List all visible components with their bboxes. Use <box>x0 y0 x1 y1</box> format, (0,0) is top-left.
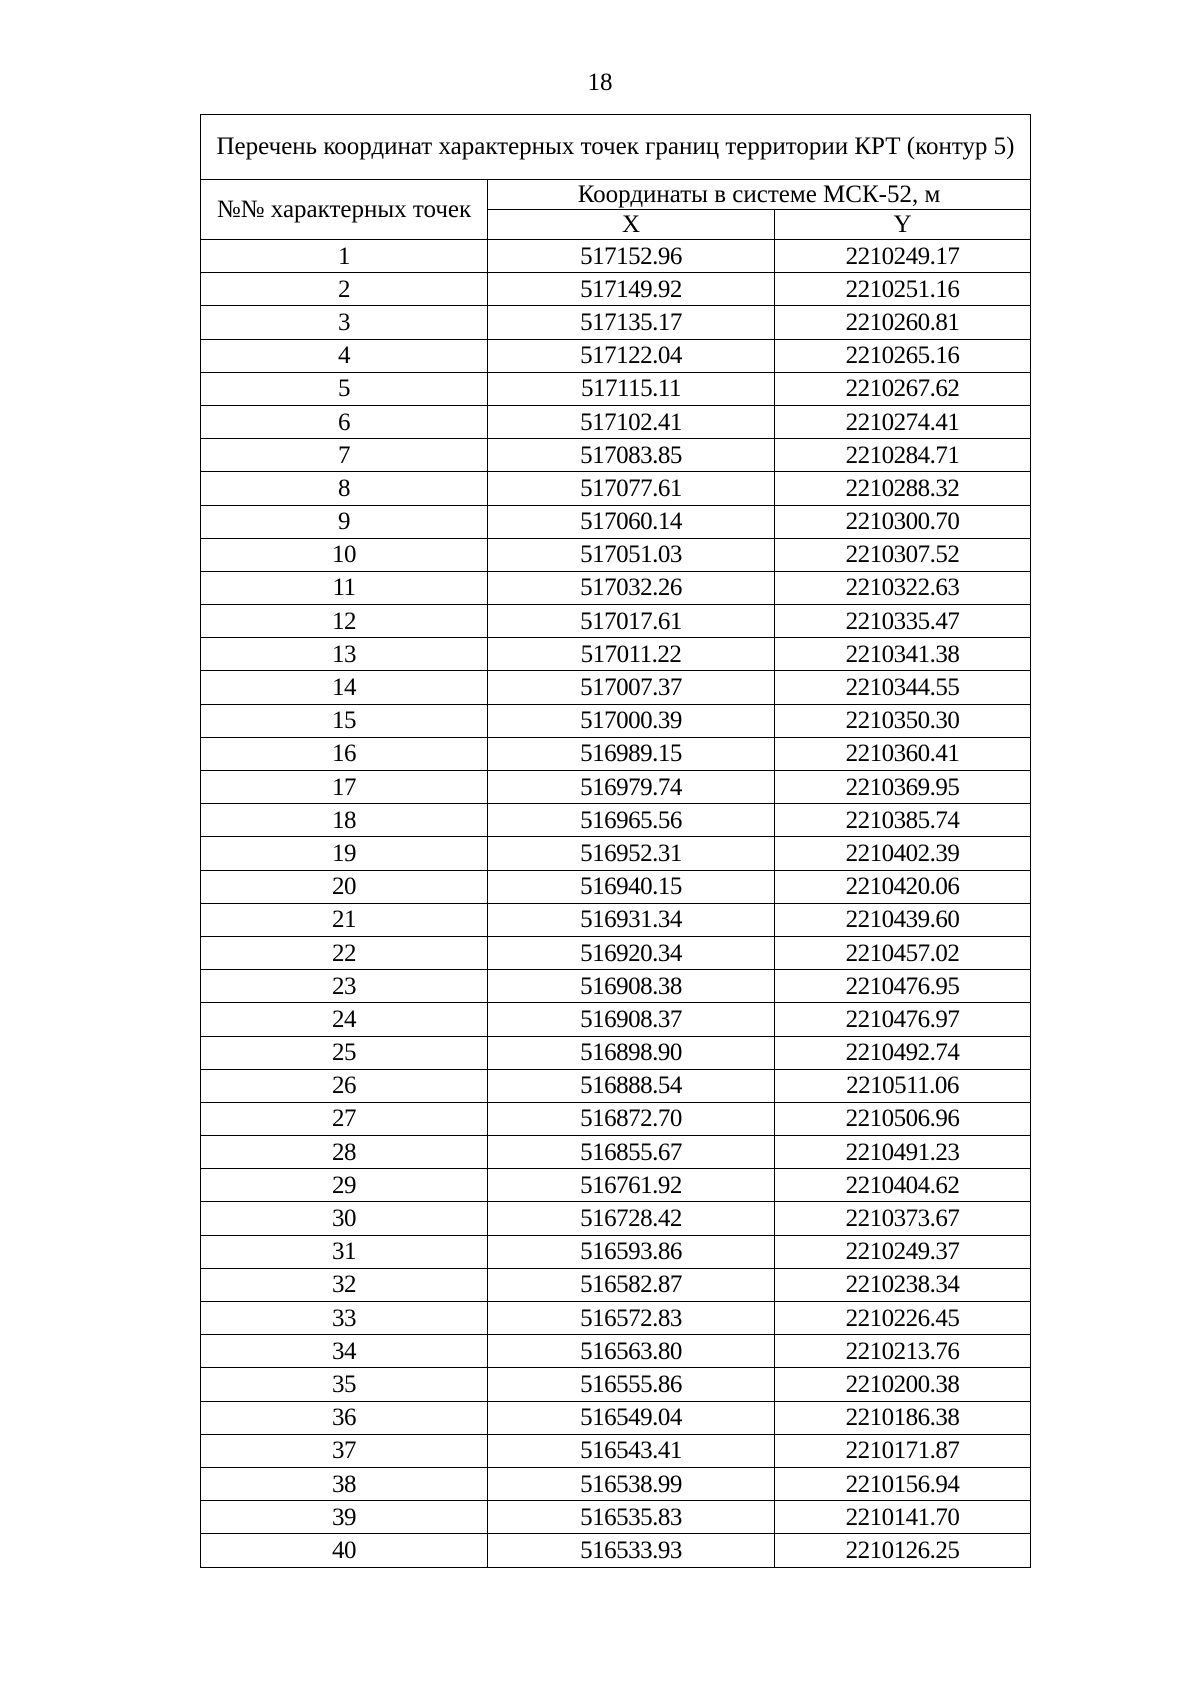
x-coordinate-cell: 517077.61 <box>488 472 775 505</box>
table-row <box>201 1069 1031 1102</box>
table-row <box>201 1501 1031 1534</box>
point-number-cell: 7 <box>201 439 488 472</box>
point-number-cell: 8 <box>201 472 488 505</box>
y-coordinate-cell: 2210476.97 <box>775 1003 1031 1036</box>
table-row <box>201 1302 1031 1335</box>
x-coordinate-cell: 517135.17 <box>488 306 775 339</box>
y-coordinate-cell: 2210274.41 <box>775 405 1031 438</box>
point-number-cell: 2 <box>201 273 488 306</box>
point-number-cell: 36 <box>201 1401 488 1434</box>
y-coordinate-cell: 2210404.62 <box>775 1169 1031 1202</box>
table-row <box>201 505 1031 538</box>
point-number-cell: 21 <box>201 903 488 936</box>
y-coordinate-cell: 2210492.74 <box>775 1036 1031 1069</box>
x-coordinate-cell: 517149.92 <box>488 273 775 306</box>
table-row <box>201 472 1031 505</box>
x-coordinate-cell: 516940.15 <box>488 870 775 903</box>
y-coordinate-cell: 2210260.81 <box>775 306 1031 339</box>
y-coordinate-cell: 2210322.63 <box>775 571 1031 604</box>
table-row <box>201 1335 1031 1368</box>
x-coordinate-cell: 517102.41 <box>488 405 775 438</box>
table-caption: Перечень координат характерных точек границ территории КРТ (контур 5) <box>201 115 1031 180</box>
x-coordinate-cell: 517017.61 <box>488 605 775 638</box>
y-coordinate-cell: 2210344.55 <box>775 671 1031 704</box>
coordinates-table-body <box>201 115 1031 1568</box>
table-row <box>201 837 1031 870</box>
table-row <box>201 538 1031 571</box>
y-coordinate-cell: 2210226.45 <box>775 1302 1031 1335</box>
y-coordinate-cell: 2210307.52 <box>775 538 1031 571</box>
point-number-cell: 28 <box>201 1136 488 1169</box>
table-row <box>201 1003 1031 1036</box>
point-number-cell: 17 <box>201 771 488 804</box>
point-number-header: №№ характерных точек <box>201 180 488 240</box>
point-number-cell: 14 <box>201 671 488 704</box>
point-number-cell: 6 <box>201 405 488 438</box>
caption-row <box>201 115 1031 180</box>
y-coordinate-cell: 2210300.70 <box>775 505 1031 538</box>
point-number-cell: 33 <box>201 1302 488 1335</box>
table-row <box>201 1434 1031 1467</box>
y-coordinate-cell: 2210341.38 <box>775 638 1031 671</box>
point-number-cell: 37 <box>201 1434 488 1467</box>
y-coordinate-cell: 2210350.30 <box>775 704 1031 737</box>
x-coordinate-cell: 516535.83 <box>488 1501 775 1534</box>
table-row <box>201 1401 1031 1434</box>
table-row <box>201 1102 1031 1135</box>
y-coordinate-cell: 2210288.32 <box>775 472 1031 505</box>
y-coordinate-cell: 2210126.25 <box>775 1534 1031 1567</box>
x-coordinate-cell: 516979.74 <box>488 771 775 804</box>
table-row <box>201 306 1031 339</box>
x-coordinate-cell: 516898.90 <box>488 1036 775 1069</box>
y-coordinate-cell: 2210171.87 <box>775 1434 1031 1467</box>
point-number-cell: 15 <box>201 704 488 737</box>
x-coordinate-cell: 516572.83 <box>488 1302 775 1335</box>
point-number-cell: 22 <box>201 936 488 969</box>
y-coordinate-cell: 2210491.23 <box>775 1136 1031 1169</box>
table-row <box>201 439 1031 472</box>
point-number-cell: 13 <box>201 638 488 671</box>
x-coordinate-cell: 516931.34 <box>488 903 775 936</box>
x-coordinate-cell: 516888.54 <box>488 1069 775 1102</box>
point-number-cell: 11 <box>201 571 488 604</box>
x-coordinate-cell: 516872.70 <box>488 1102 775 1135</box>
y-coordinate-cell: 2210249.37 <box>775 1235 1031 1268</box>
point-number-cell: 25 <box>201 1036 488 1069</box>
point-number-cell: 31 <box>201 1235 488 1268</box>
point-number-cell: 29 <box>201 1169 488 1202</box>
x-coordinate-cell: 516582.87 <box>488 1268 775 1301</box>
x-coordinate-cell: 517051.03 <box>488 538 775 571</box>
y-header: Y <box>775 210 1031 240</box>
y-coordinate-cell: 2210373.67 <box>775 1202 1031 1235</box>
point-number-cell: 26 <box>201 1069 488 1102</box>
x-coordinate-cell: 516538.99 <box>488 1467 775 1500</box>
x-coordinate-cell: 517007.37 <box>488 671 775 704</box>
coordinates-table <box>200 114 1031 1568</box>
y-coordinate-cell: 2210335.47 <box>775 605 1031 638</box>
x-coordinate-cell: 517152.96 <box>488 240 775 273</box>
y-coordinate-cell: 2210457.02 <box>775 936 1031 969</box>
x-coordinate-cell: 517060.14 <box>488 505 775 538</box>
y-coordinate-cell: 2210385.74 <box>775 804 1031 837</box>
y-coordinate-cell: 2210238.34 <box>775 1268 1031 1301</box>
x-coordinate-cell: 516908.38 <box>488 970 775 1003</box>
table-row <box>201 638 1031 671</box>
y-coordinate-cell: 2210360.41 <box>775 737 1031 770</box>
table-row <box>201 273 1031 306</box>
y-coordinate-cell: 2210439.60 <box>775 903 1031 936</box>
coordinates-system-header: Координаты в системе МСК-52, м <box>488 180 1031 210</box>
point-number-cell: 35 <box>201 1368 488 1401</box>
table-row <box>201 1467 1031 1500</box>
x-coordinate-cell: 517000.39 <box>488 704 775 737</box>
point-number-cell: 20 <box>201 870 488 903</box>
x-coordinate-cell: 516908.37 <box>488 1003 775 1036</box>
point-number-cell: 1 <box>201 240 488 273</box>
table-row <box>201 372 1031 405</box>
point-number-cell: 16 <box>201 737 488 770</box>
x-coordinate-cell: 516543.41 <box>488 1434 775 1467</box>
table-row <box>201 704 1031 737</box>
table-row <box>201 804 1031 837</box>
x-coordinate-cell: 516533.93 <box>488 1534 775 1567</box>
point-number-cell: 38 <box>201 1467 488 1500</box>
header-row-1 <box>201 180 1031 210</box>
x-coordinate-cell: 517083.85 <box>488 439 775 472</box>
y-coordinate-cell: 2210141.70 <box>775 1501 1031 1534</box>
x-coordinate-cell: 516989.15 <box>488 737 775 770</box>
point-number-cell: 12 <box>201 605 488 638</box>
x-coordinate-cell: 516555.86 <box>488 1368 775 1401</box>
y-coordinate-cell: 2210476.95 <box>775 970 1031 1003</box>
point-number-cell: 40 <box>201 1534 488 1567</box>
point-number-cell: 23 <box>201 970 488 1003</box>
table-row <box>201 1268 1031 1301</box>
y-coordinate-cell: 2210200.38 <box>775 1368 1031 1401</box>
y-coordinate-cell: 2210369.95 <box>775 771 1031 804</box>
table-row <box>201 903 1031 936</box>
y-coordinate-cell: 2210402.39 <box>775 837 1031 870</box>
x-coordinate-cell: 516965.56 <box>488 804 775 837</box>
table-row <box>201 1235 1031 1268</box>
x-coordinate-cell: 517115.11 <box>488 372 775 405</box>
table-row <box>201 405 1031 438</box>
x-coordinate-cell: 516855.67 <box>488 1136 775 1169</box>
y-coordinate-cell: 2210506.96 <box>775 1102 1031 1135</box>
x-coordinate-cell: 517122.04 <box>488 339 775 372</box>
y-coordinate-cell: 2210511.06 <box>775 1069 1031 1102</box>
point-number-cell: 10 <box>201 538 488 571</box>
point-number-cell: 4 <box>201 339 488 372</box>
table-row <box>201 571 1031 604</box>
y-coordinate-cell: 2210265.16 <box>775 339 1031 372</box>
x-coordinate-cell: 516728.42 <box>488 1202 775 1235</box>
point-number-cell: 39 <box>201 1501 488 1534</box>
x-header: X <box>488 210 775 240</box>
point-number-cell: 19 <box>201 837 488 870</box>
y-coordinate-cell: 2210156.94 <box>775 1467 1031 1500</box>
point-number-cell: 5 <box>201 372 488 405</box>
table-row <box>201 970 1031 1003</box>
x-coordinate-cell: 516952.31 <box>488 837 775 870</box>
point-number-cell: 18 <box>201 804 488 837</box>
x-coordinate-cell: 516549.04 <box>488 1401 775 1434</box>
table-row <box>201 1036 1031 1069</box>
x-coordinate-cell: 516761.92 <box>488 1169 775 1202</box>
table-row <box>201 771 1031 804</box>
table-row <box>201 1368 1031 1401</box>
y-coordinate-cell: 2210267.62 <box>775 372 1031 405</box>
x-coordinate-cell: 517011.22 <box>488 638 775 671</box>
y-coordinate-cell: 2210251.16 <box>775 273 1031 306</box>
x-coordinate-cell: 516563.80 <box>488 1335 775 1368</box>
x-coordinate-cell: 517032.26 <box>488 571 775 604</box>
table-row <box>201 870 1031 903</box>
table-row <box>201 240 1031 273</box>
table-row <box>201 1136 1031 1169</box>
table-row <box>201 339 1031 372</box>
table-row <box>201 1202 1031 1235</box>
table-row <box>201 737 1031 770</box>
point-number-cell: 32 <box>201 1268 488 1301</box>
x-coordinate-cell: 516920.34 <box>488 936 775 969</box>
table-row <box>201 936 1031 969</box>
page-number: 18 <box>587 69 613 96</box>
y-coordinate-cell: 2210249.17 <box>775 240 1031 273</box>
table-row <box>201 1169 1031 1202</box>
point-number-cell: 9 <box>201 505 488 538</box>
table-row <box>201 605 1031 638</box>
y-coordinate-cell: 2210213.76 <box>775 1335 1031 1368</box>
point-number-cell: 34 <box>201 1335 488 1368</box>
table-row <box>201 671 1031 704</box>
point-number-cell: 3 <box>201 306 488 339</box>
point-number-cell: 30 <box>201 1202 488 1235</box>
point-number-cell: 24 <box>201 1003 488 1036</box>
x-coordinate-cell: 516593.86 <box>488 1235 775 1268</box>
y-coordinate-cell: 2210284.71 <box>775 439 1031 472</box>
table-row <box>201 1534 1031 1567</box>
point-number-cell: 27 <box>201 1102 488 1135</box>
y-coordinate-cell: 2210186.38 <box>775 1401 1031 1434</box>
y-coordinate-cell: 2210420.06 <box>775 870 1031 903</box>
